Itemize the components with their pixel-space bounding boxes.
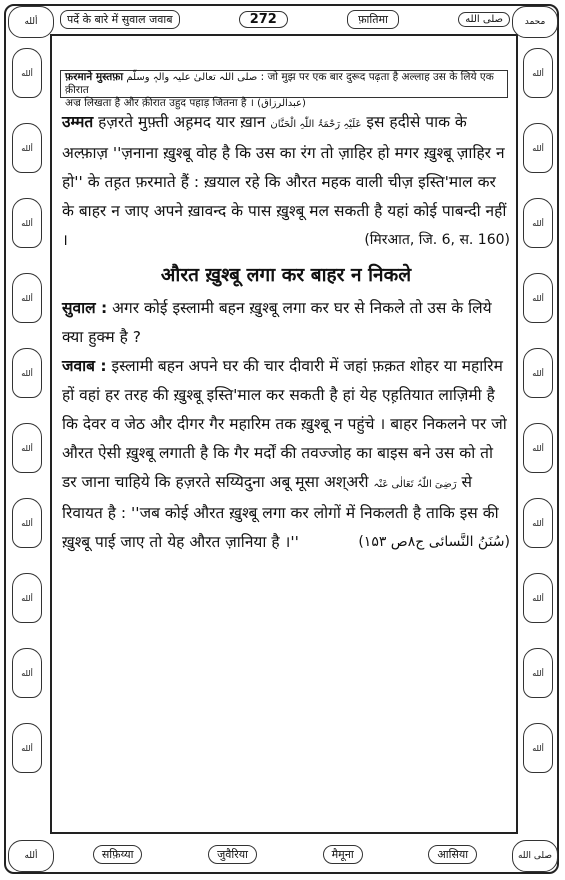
- question-block: [62, 294, 510, 352]
- side-ornaments-right: [523, 48, 553, 798]
- side-medal: ألله: [523, 348, 553, 398]
- footer-name: मैमूना: [323, 845, 363, 864]
- side-medal: ألله: [12, 648, 42, 698]
- footer-name: जुवैरिया: [208, 845, 257, 864]
- para1-bold-word: उम्मत: [62, 113, 94, 131]
- side-medal: ألله: [523, 573, 553, 623]
- corner-seal-top-left: ألله: [8, 6, 54, 38]
- question-label: सुवाल :: [62, 299, 108, 317]
- question-text: अगर कोई इस्लामी बहन ख़ुश्बू लगा कर घर से निकले तो उस के लिये क्या हुक्म है ?: [62, 299, 492, 346]
- side-medal: ألله: [523, 198, 553, 248]
- header-seal: صلى الله: [458, 12, 510, 27]
- side-medal: ألله: [12, 273, 42, 323]
- side-medal: ألله: [12, 123, 42, 173]
- header-title: पर्दे के बारे में सुवाल जवाब: [60, 10, 180, 29]
- side-medal: ألله: [523, 273, 553, 323]
- page-footer: [60, 845, 510, 864]
- notice-label: फ़रमाने मुस्तफ़ा: [65, 71, 124, 83]
- section-heading: औरत ख़ुश्बू लगा कर बाहर न निकले: [160, 264, 412, 286]
- answer-reference: (سُنَنُ النَّسائی ج۸ص ۱۵۳): [358, 534, 510, 550]
- answer-text-b: से रिवायत है : ''जब कोई औरत ख़ुश्बू लगा कर लोगों में निकलती है ताकि इस की ख़ुश्बू पाई जाए तो येह औरत ज़ानिया है ।'': [62, 473, 499, 551]
- side-medal: ألله: [523, 498, 553, 548]
- side-medal: ألله: [523, 48, 553, 98]
- page-header: [60, 8, 510, 30]
- corner-seal-bottom-right: صلى الله: [512, 840, 558, 872]
- side-medal: ألله: [12, 348, 42, 398]
- side-medal: ألله: [523, 648, 553, 698]
- side-medal: ألله: [12, 423, 42, 473]
- paragraph-commentary: [62, 108, 510, 255]
- footer-name: सफ़िय्या: [93, 845, 143, 864]
- notice-line1: : जो मुझ पर एक बार दुरूद पढ़ता है अल्लाह उस के लिये एक क़ीरात: [65, 71, 494, 96]
- answer-label: जवाब :: [62, 357, 107, 375]
- footer-name: आसिया: [428, 845, 477, 864]
- side-medal: ألله: [12, 723, 42, 773]
- corner-seal-top-right: محمد: [512, 6, 558, 38]
- para1-text-a: हज़रते मुफ़्ती अह़मद यार ख़ान: [98, 113, 266, 131]
- side-medal: ألله: [12, 198, 42, 248]
- para1-arabic: عَلَیْہِ رَحْمَۃُ اللّٰہِ الْحَنَّان: [270, 119, 362, 130]
- side-medal: ألله: [12, 573, 42, 623]
- side-ornaments-left: [12, 48, 42, 798]
- side-medal: ألله: [523, 123, 553, 173]
- side-medal: ألله: [12, 48, 42, 98]
- hadith-notice-box: [60, 70, 508, 109]
- corner-seal-bottom-left: ألله: [8, 840, 54, 872]
- notice-ref: (عبدالرزاق): [257, 98, 306, 109]
- answer-block: [62, 352, 510, 557]
- main-content: [62, 108, 510, 557]
- header-name: फ़ातिमा: [347, 10, 399, 29]
- para1-reference: (मिरआत, जि. 6, स. 160): [364, 232, 510, 248]
- para1-text-b: इस हदीसे पाक के अल्फ़ाज़ ''ज़नाना ख़ुश्बू वोह है कि उस का रंग तो ज़ाहिर हो मगर ख़ुश्बू ज़ाहिर न हो'' के तह़त फ़रमाते हैं : ख़याल रहे कि औरत महक वाली चीज़ इस्ति'माल कर के बाहर न जाए अपने ख़ावन्द के पास ख़ुश्बू मल सकती है यहां कोई पाबन्दी नहीं ।: [62, 113, 507, 249]
- notice-line2: अज्र लिखता है और क़ीरात उहुद पहाड़ जितना है ।: [65, 97, 254, 109]
- page-number: 272: [239, 11, 288, 28]
- side-medal: ألله: [12, 498, 42, 548]
- side-medal: ألله: [523, 423, 553, 473]
- answer-arabic: رَضِیَ اللّٰہُ تَعَالٰی عَنْہ: [373, 479, 457, 490]
- side-medal: ألله: [523, 723, 553, 773]
- notice-arabic: صلی اللہ تعالیٰ علیہ والہٖ وسلّم: [126, 72, 258, 83]
- answer-text-a: इस्लामी बहन अपने घर की चार दीवारी में जहां फ़क़त शोहर या महारिम हों वहां हर तरह की ख़ुश्बू इस्ति'माल कर सकती है हां येह एह़तियात लाज़िमी है कि देवर व जेठ और दीगर गैर महारिम तक ख़ुश्बू न पहुंचे । बाहर निकलने पर जो औरत ऐसी ख़ुश्बू लगाती है कि गैर मर्दों की तवज्जोह का बाइस बने उस को तो डर जाना चाहिये कि हज़रते सय्यिदुना अबू मूसा अश्अरी: [62, 357, 507, 491]
